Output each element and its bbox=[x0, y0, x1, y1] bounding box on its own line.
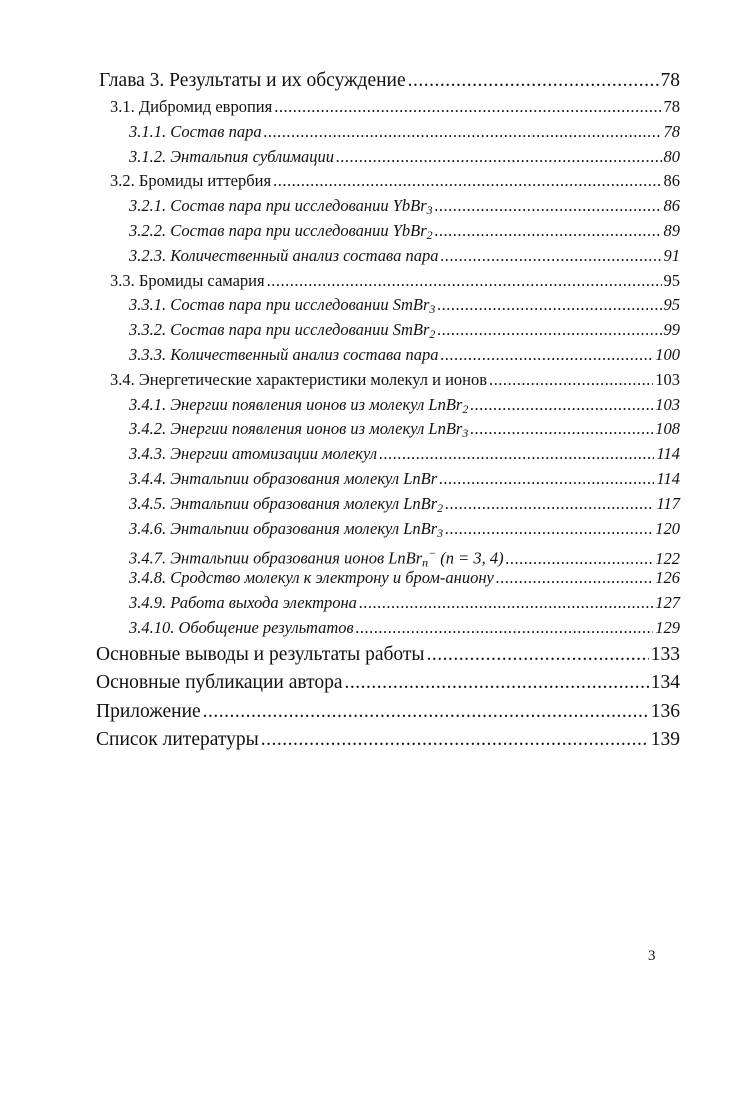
formula-superscript: − bbox=[428, 546, 437, 561]
dot-leader bbox=[359, 591, 653, 616]
toc-entry-page: 86 bbox=[663, 171, 680, 191]
toc-entry-page: 129 bbox=[655, 617, 680, 637]
toc-entry-title-text: 3.2.1. Состав пара при исследовании YbBr bbox=[129, 196, 427, 216]
toc-entry-page: 78 bbox=[660, 70, 680, 91]
dot-leader bbox=[264, 120, 662, 145]
toc-entry[interactable] bbox=[96, 95, 680, 120]
dot-leader bbox=[274, 95, 661, 120]
toc-entry[interactable] bbox=[96, 368, 680, 393]
toc-entry-page: 95 bbox=[663, 270, 680, 290]
toc-entry-title-text: 3.4.4. Энтальпии образования молекул LnBr bbox=[129, 468, 438, 488]
toc-entry-page: 120 bbox=[655, 518, 680, 538]
formula-subscript: 3 bbox=[462, 426, 469, 441]
toc-entry-page: 114 bbox=[656, 444, 680, 464]
toc-entry[interactable] bbox=[96, 293, 680, 318]
toc-entry-title-text: 3.1. Дибромид европия bbox=[110, 97, 273, 116]
dot-leader bbox=[408, 66, 659, 95]
toc-entry-page: 86 bbox=[663, 196, 680, 216]
toc-entry-title bbox=[99, 66, 406, 95]
dot-leader bbox=[445, 517, 653, 542]
formula-subscript: n bbox=[422, 555, 429, 570]
formula-subscript: 3 bbox=[437, 525, 444, 540]
toc-entry[interactable] bbox=[96, 393, 680, 418]
dot-leader bbox=[437, 318, 661, 343]
toc-entry[interactable] bbox=[96, 698, 680, 727]
toc-entry-title bbox=[96, 726, 259, 755]
toc-entry-title-text: 3.4.5. Энтальпии образования молекул LnBr bbox=[129, 493, 438, 513]
toc-entry[interactable] bbox=[96, 120, 680, 145]
toc-entry[interactable] bbox=[96, 417, 680, 442]
toc-entry-title bbox=[129, 145, 334, 170]
toc-entry-title bbox=[96, 669, 343, 698]
toc-entry-page: 78 bbox=[663, 97, 680, 116]
toc-entry-title-text: Список литературы bbox=[96, 729, 259, 751]
toc-entry[interactable] bbox=[96, 726, 680, 755]
toc-entry-page: 127 bbox=[655, 592, 680, 612]
toc-entry-title-text: Основные публикации автора bbox=[96, 672, 343, 694]
toc-entry-title bbox=[96, 641, 425, 670]
toc-entry-title bbox=[129, 120, 262, 145]
toc-entry-title bbox=[110, 169, 271, 194]
formula-subscript: 3 bbox=[429, 302, 436, 317]
toc-entry-page: 108 bbox=[655, 419, 680, 439]
toc-entry-title-text: 3.4.9. Работа выхода электрона bbox=[129, 592, 357, 612]
formula-subscript: 3 bbox=[426, 203, 433, 218]
toc-entry-page: 78 bbox=[663, 121, 680, 141]
toc-entry-title-text: 3.4.1. Энергии появления ионов из молекул LnBr bbox=[129, 394, 463, 414]
toc-entry-title bbox=[129, 343, 438, 368]
toc-entry-title-text: 3.2. Бромиды иттербия bbox=[110, 171, 272, 191]
dot-leader bbox=[439, 467, 654, 492]
toc-entry-page: 134 bbox=[650, 672, 680, 694]
toc-entry-page: 117 bbox=[656, 493, 680, 513]
toc-entry-title-text: 3.4.8. Сродство молекул к электрону и бром-аниону bbox=[129, 568, 494, 588]
dot-leader bbox=[496, 566, 653, 591]
toc-entry[interactable] bbox=[96, 591, 680, 616]
toc-entry[interactable] bbox=[96, 318, 680, 343]
toc-entry-title-text: Основные выводы и результаты работы bbox=[96, 643, 425, 665]
toc-entry-title-text: 3.4.2. Энергии появления ионов из молекул LnBr bbox=[129, 419, 463, 439]
dot-leader bbox=[203, 698, 649, 727]
toc-entry-page: 103 bbox=[655, 369, 680, 389]
dot-leader bbox=[440, 343, 653, 368]
toc-entry[interactable] bbox=[96, 145, 680, 170]
toc-entry[interactable] bbox=[96, 541, 680, 570]
toc-entry-page: 103 bbox=[655, 394, 680, 414]
toc-entry-title bbox=[110, 95, 272, 120]
toc-entry[interactable] bbox=[96, 616, 680, 641]
toc-entry-title bbox=[96, 698, 201, 727]
toc-entry[interactable] bbox=[96, 343, 680, 368]
toc-entry[interactable] bbox=[96, 517, 680, 542]
dot-leader bbox=[445, 492, 654, 517]
dot-leader bbox=[489, 368, 653, 393]
toc-entry[interactable] bbox=[96, 169, 680, 194]
toc-entry-title-text: 3.2.3. Количественный анализ состава пара bbox=[129, 245, 439, 265]
toc-entry[interactable] bbox=[96, 566, 680, 591]
dot-leader bbox=[261, 726, 649, 755]
toc-entry-title-text: 3.3. Бромиды самария bbox=[110, 270, 265, 290]
formula-subscript: 2 bbox=[437, 500, 444, 515]
dot-leader bbox=[470, 417, 653, 442]
dot-leader bbox=[440, 244, 661, 269]
toc-entry-title bbox=[129, 616, 354, 641]
toc-entry-title bbox=[129, 591, 357, 616]
toc-entry-page: 99 bbox=[663, 320, 680, 340]
dot-leader bbox=[435, 194, 662, 219]
dot-leader bbox=[273, 169, 661, 194]
page-number: 3 bbox=[648, 948, 656, 964]
dot-leader bbox=[267, 269, 662, 294]
toc-entry-title bbox=[129, 244, 438, 269]
toc-entry[interactable] bbox=[96, 66, 680, 95]
dot-leader bbox=[356, 616, 654, 641]
formula-subscript: 2 bbox=[429, 327, 436, 342]
dot-leader bbox=[427, 641, 649, 670]
toc-entry[interactable] bbox=[96, 492, 680, 517]
toc-entry-title-text: Глава 3. Результаты и их обсуждение bbox=[99, 70, 406, 91]
dot-leader bbox=[470, 393, 653, 418]
dot-leader bbox=[435, 219, 662, 244]
toc-entry[interactable] bbox=[96, 194, 680, 219]
toc-entry-title-text: 3.4.7. Энтальпии образования ионов LnBr bbox=[129, 548, 423, 568]
toc-entry-title-suffix: (n = 3, 4) bbox=[436, 548, 504, 568]
toc-entry-page: 89 bbox=[663, 220, 680, 240]
toc-entry[interactable] bbox=[96, 442, 680, 467]
toc-entry-title-text: 3.4. Энергетические характеристики молекул и ионов bbox=[110, 369, 488, 389]
toc-entry-page: 91 bbox=[663, 245, 680, 265]
toc-entry[interactable] bbox=[96, 244, 680, 269]
toc-entry-title bbox=[129, 467, 437, 492]
toc-entry-page: 100 bbox=[655, 344, 680, 364]
dot-leader bbox=[379, 442, 654, 467]
dot-leader bbox=[336, 145, 661, 170]
dot-leader bbox=[345, 669, 649, 698]
toc-entry[interactable] bbox=[96, 269, 680, 294]
toc-entry[interactable] bbox=[96, 467, 680, 492]
dot-leader bbox=[437, 293, 661, 318]
toc-entry[interactable] bbox=[96, 219, 680, 244]
toc-entry-page: 122 bbox=[655, 548, 680, 568]
toc-entry-title bbox=[129, 442, 377, 467]
toc-entry-title-text: Приложение bbox=[96, 700, 201, 722]
toc-entry-page: 95 bbox=[663, 295, 680, 315]
toc-entry-title-text: 3.3.3. Количественный анализ состава пара bbox=[129, 344, 439, 364]
toc-entry[interactable] bbox=[96, 669, 680, 698]
toc-entry-title-text: 3.4.3. Энергии атомизации молекул bbox=[129, 444, 378, 464]
toc-entry-title-text: 3.3.1. Состав пара при исследовании SmBr bbox=[129, 295, 430, 315]
toc-entry-title-text: 3.1.1. Состав пара bbox=[129, 121, 262, 141]
toc-entry-title-text: 3.3.2. Состав пара при исследовании SmBr bbox=[129, 320, 430, 340]
formula-subscript: 2 bbox=[426, 227, 433, 242]
toc-entry-page: 114 bbox=[656, 468, 680, 488]
formula-subscript: 2 bbox=[462, 401, 469, 416]
toc-entry-page: 133 bbox=[650, 643, 680, 665]
toc-entry-title-text: 3.4.10. Обобщение результатов bbox=[129, 617, 354, 637]
toc-entry-title-text: 3.1.2. Энтальпия сублимации bbox=[129, 146, 335, 166]
toc-entry-title bbox=[110, 269, 265, 294]
table-of-contents bbox=[96, 66, 680, 755]
toc-entry-page: 136 bbox=[650, 700, 680, 722]
toc-entry-page: 126 bbox=[655, 568, 680, 588]
toc-entry-title-text: 3.4.6. Энтальпии образования молекул LnBr bbox=[129, 518, 438, 538]
toc-entry-page: 139 bbox=[650, 729, 680, 751]
toc-entry-title-text: 3.2.2. Состав пара при исследовании YbBr bbox=[129, 220, 427, 240]
toc-entry-title bbox=[110, 368, 487, 393]
toc-entry[interactable] bbox=[96, 641, 680, 670]
toc-entry-title bbox=[129, 566, 494, 591]
toc-entry-page: 80 bbox=[663, 146, 680, 166]
